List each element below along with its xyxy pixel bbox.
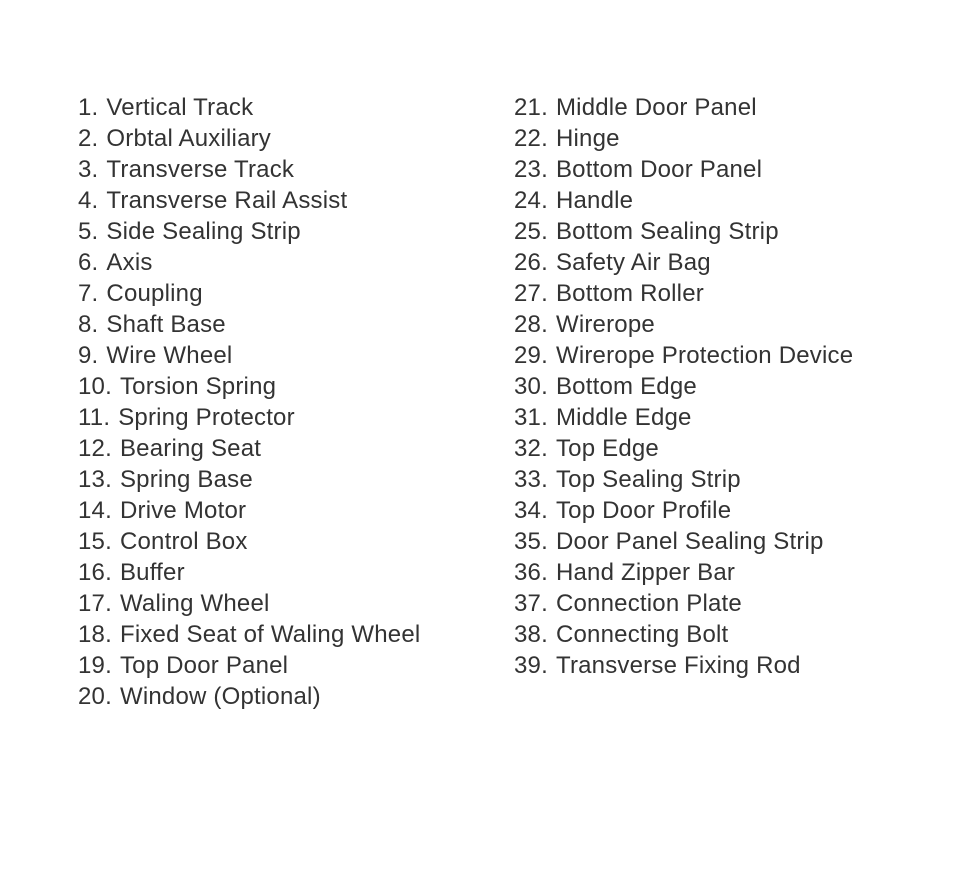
part-list-item <box>78 371 498 402</box>
part-name: Transverse Fixing Rod <box>555 652 801 679</box>
part-number: 11. <box>78 404 111 431</box>
part-name: Connection Plate <box>555 590 742 617</box>
part-name: Top Door Profile <box>555 497 732 524</box>
part-name: Bearing Seat <box>119 435 262 462</box>
parts-column-right <box>514 92 934 681</box>
part-list-item <box>78 92 498 123</box>
part-name: Transverse Track <box>106 156 295 183</box>
part-number: 36. <box>514 559 548 586</box>
part-name: Coupling <box>106 280 203 307</box>
part-name: Window (Optional) <box>119 683 321 710</box>
part-name: Middle Edge <box>555 404 692 431</box>
part-number: 16. <box>78 559 112 586</box>
part-name: Bottom Door Panel <box>555 156 763 183</box>
part-name: Hinge <box>555 125 620 152</box>
part-number: 15. <box>78 528 112 555</box>
part-number: 17. <box>78 590 112 617</box>
part-number: 3. <box>78 156 99 183</box>
part-number: 34. <box>514 497 548 524</box>
part-name: Control Box <box>119 528 248 555</box>
part-name: Fixed Seat of Waling Wheel <box>119 621 421 648</box>
part-list-item <box>78 681 498 712</box>
part-list-item <box>514 495 934 526</box>
part-name: Drive Motor <box>119 497 247 524</box>
part-number: 10. <box>78 373 112 400</box>
part-list-item <box>514 371 934 402</box>
part-number: 25. <box>514 218 548 245</box>
part-name: Top Sealing Strip <box>555 466 741 493</box>
part-number: 13. <box>78 466 112 493</box>
part-number: 23. <box>514 156 548 183</box>
part-list-item <box>514 557 934 588</box>
part-list-item <box>514 433 934 464</box>
part-name: Wirerope Protection Device <box>555 342 854 369</box>
part-list-item <box>514 340 934 371</box>
part-list-item <box>78 309 498 340</box>
part-name: Transverse Rail Assist <box>106 187 348 214</box>
part-number: 6. <box>78 249 99 276</box>
part-list-item <box>514 588 934 619</box>
part-number: 18. <box>78 621 112 648</box>
part-number: 31. <box>514 404 548 431</box>
part-number: 32. <box>514 435 548 462</box>
part-number: 14. <box>78 497 112 524</box>
part-number: 9. <box>78 342 99 369</box>
part-number: 4. <box>78 187 99 214</box>
part-number: 27. <box>514 280 548 307</box>
part-name: Vertical Track <box>106 94 254 121</box>
part-list-item <box>78 185 498 216</box>
part-name: Buffer <box>119 559 185 586</box>
part-number: 30. <box>514 373 548 400</box>
part-name: Axis <box>106 249 153 276</box>
part-name: Orbtal Auxiliary <box>106 125 272 152</box>
part-number: 19. <box>78 652 112 679</box>
part-name: Middle Door Panel <box>555 94 757 121</box>
part-number: 35. <box>514 528 548 555</box>
part-number: 39. <box>514 652 548 679</box>
part-list-item <box>514 247 934 278</box>
part-list-item <box>78 557 498 588</box>
part-list-item <box>78 123 498 154</box>
part-name: Door Panel Sealing Strip <box>555 528 824 555</box>
part-list-item <box>514 619 934 650</box>
part-list-item <box>78 619 498 650</box>
part-number: 20. <box>78 683 112 710</box>
part-list-item <box>78 526 498 557</box>
part-number: 38. <box>514 621 548 648</box>
part-list-item <box>514 154 934 185</box>
part-list-item <box>78 495 498 526</box>
part-number: 22. <box>514 125 548 152</box>
part-name: Spring Base <box>119 466 253 493</box>
part-number: 21. <box>514 94 548 121</box>
part-name: Shaft Base <box>106 311 226 338</box>
part-number: 33. <box>514 466 548 493</box>
part-list-item <box>78 278 498 309</box>
part-list-item <box>78 402 498 433</box>
parts-column-left <box>78 92 498 712</box>
part-number: 7. <box>78 280 99 307</box>
part-number: 12. <box>78 435 112 462</box>
part-name: Torsion Spring <box>119 373 277 400</box>
part-list-item <box>514 278 934 309</box>
part-name: Bottom Roller <box>555 280 704 307</box>
part-name: Waling Wheel <box>119 590 270 617</box>
part-number: 8. <box>78 311 99 338</box>
part-list-item <box>78 216 498 247</box>
part-list-item <box>78 464 498 495</box>
part-list-item <box>514 526 934 557</box>
part-name: Wirerope <box>555 311 655 338</box>
part-list-item <box>514 123 934 154</box>
part-number: 37. <box>514 590 548 617</box>
part-name: Bottom Sealing Strip <box>555 218 779 245</box>
part-number: 2. <box>78 125 99 152</box>
part-list-item <box>514 309 934 340</box>
part-list-item <box>78 247 498 278</box>
part-list-item <box>78 588 498 619</box>
part-name: Hand Zipper Bar <box>555 559 736 586</box>
part-list-item <box>78 650 498 681</box>
part-list-item <box>514 92 934 123</box>
part-name: Side Sealing Strip <box>106 218 301 245</box>
part-name: Connecting Bolt <box>555 621 729 648</box>
part-number: 5. <box>78 218 99 245</box>
part-name: Bottom Edge <box>555 373 697 400</box>
part-list-item <box>514 216 934 247</box>
part-number: 26. <box>514 249 548 276</box>
part-list-item <box>78 433 498 464</box>
part-list-item <box>514 185 934 216</box>
part-name: Top Door Panel <box>119 652 289 679</box>
part-list-item <box>514 650 934 681</box>
part-list-item <box>78 340 498 371</box>
part-name: Handle <box>555 187 634 214</box>
part-list-item <box>78 154 498 185</box>
part-list-item <box>514 464 934 495</box>
part-name: Safety Air Bag <box>555 249 711 276</box>
part-number: 28. <box>514 311 548 338</box>
part-name: Top Edge <box>555 435 659 462</box>
part-number: 29. <box>514 342 548 369</box>
part-name: Spring Protector <box>118 404 295 431</box>
part-number: 1. <box>78 94 99 121</box>
part-name: Wire Wheel <box>106 342 233 369</box>
part-number: 24. <box>514 187 548 214</box>
part-list-item <box>514 402 934 433</box>
